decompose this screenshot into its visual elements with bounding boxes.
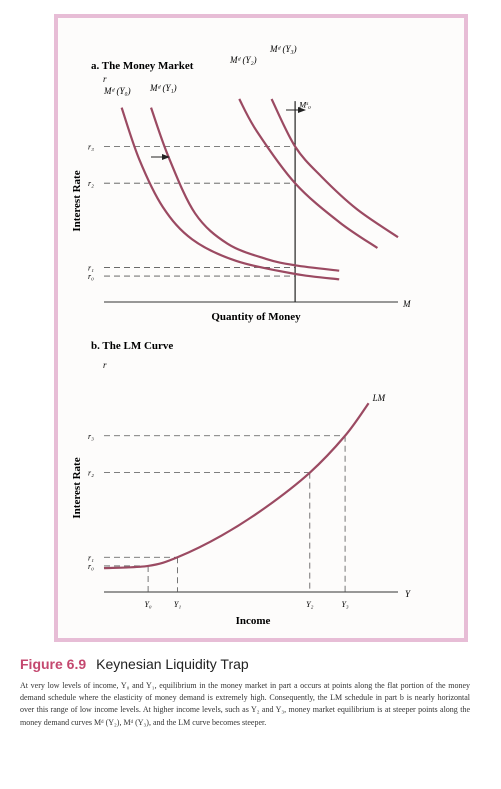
panel-a-plot bbox=[88, 44, 398, 302]
panel-a-y-tick-r3: r₃ bbox=[88, 142, 94, 152]
panel-b-x-tick-Y0: Y₀ bbox=[144, 600, 152, 609]
panel-b-y-tick-r1: r₁ bbox=[88, 553, 94, 563]
panel-a-x-axis-label: Quantity of Money bbox=[211, 311, 301, 323]
panel-b-y-tick-r0: r₀ bbox=[88, 561, 94, 571]
panel-b-plot bbox=[88, 393, 398, 609]
lm-curve bbox=[104, 403, 369, 568]
charts-svg bbox=[58, 18, 464, 638]
figure-frame bbox=[54, 14, 468, 642]
figure-number: Figure 6.9 bbox=[20, 656, 87, 672]
panel-a-y-symbol: r bbox=[103, 74, 107, 84]
panel-a-y-axis-label: Interest Rate bbox=[71, 170, 83, 232]
panel-b-y-axis-label: Interest Rate bbox=[71, 457, 83, 519]
panel-b-x-symbol: Y bbox=[405, 589, 411, 599]
money-demand-curve-1 bbox=[151, 108, 339, 271]
panel-b-title: b. The LM Curve bbox=[91, 340, 174, 352]
panel-b-y-symbol: r bbox=[103, 360, 107, 370]
panel-b-x-tick-Y1: Y₁ bbox=[173, 600, 182, 609]
money-demand-label-0: Mᵈ (Y₀) bbox=[104, 86, 131, 96]
money-demand-label-2: Mᵈ (Y₂) bbox=[230, 55, 257, 65]
panel-b-y-tick-r2: r₂ bbox=[88, 468, 94, 478]
money-supply-label: Mˢ₀ bbox=[299, 99, 311, 110]
money-demand-curve-2 bbox=[239, 99, 377, 248]
figure-panel bbox=[58, 18, 464, 638]
figure-caption-text: At very low levels of income, Y₀ and Y₁, equilibrium in the money market in part a occurs at points along the flat portion of the money demand schedule where the elasticity of money demand is extremely high. Consequently, the LM schedule in part b is nearly horizontal over this range of low income levels. At higher income levels, such as Y₂ and Y₃, money market equilibrium is at steeper points along the money demand curves Mᵈ (Y₂), Mᵈ (Y₃), and the LM curve becomes steeper. bbox=[20, 681, 470, 727]
figure-title: Keynesian Liquidity Trap bbox=[96, 656, 249, 672]
panel-b-y-tick-r3: r₃ bbox=[88, 431, 94, 441]
panel-a-x-symbol: M bbox=[403, 299, 411, 309]
panel-a-y-tick-r1: r₁ bbox=[88, 263, 94, 273]
money-demand-label-3: Mᵈ (Y₃) bbox=[270, 44, 297, 54]
panel-a-title: a. The Money Market bbox=[91, 60, 194, 72]
figure-caption bbox=[20, 656, 470, 729]
panel-b-x-tick-Y3: Y₃ bbox=[341, 600, 349, 609]
panel-a-y-tick-r2: r₂ bbox=[88, 179, 94, 189]
panel-b-x-tick-Y2: Y₂ bbox=[306, 600, 314, 609]
money-demand-curve-3 bbox=[272, 99, 398, 237]
money-demand-label-1: Mᵈ (Y₁) bbox=[150, 83, 177, 93]
panel-b-x-axis-label: Income bbox=[235, 615, 271, 627]
lm-curve-label: LM bbox=[372, 393, 386, 404]
panel-a-y-tick-r0: r₀ bbox=[88, 272, 94, 282]
figure-title-line bbox=[20, 656, 470, 672]
